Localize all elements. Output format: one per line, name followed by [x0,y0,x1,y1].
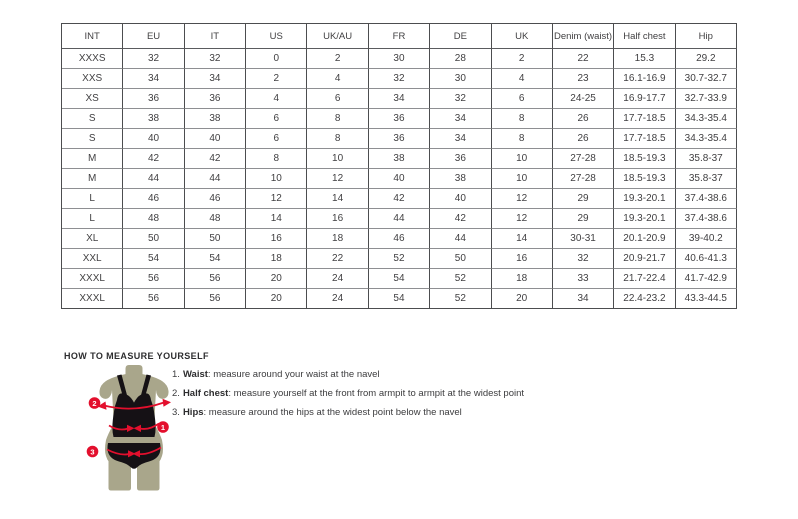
table-cell: 50 [185,229,246,249]
table-cell: 16 [246,229,307,249]
table-cell: 28 [430,49,491,69]
table-cell: 54 [369,289,430,309]
table-row [62,149,737,169]
table-row [62,49,737,69]
table-cell: 8 [246,149,307,169]
column-header: Hip [676,24,737,49]
table-cell: 50 [430,249,491,269]
table-cell: 46 [185,189,246,209]
table-cell: 34 [430,109,491,129]
table-cell: 34.3-35.4 [676,109,737,129]
table-cell: 19.3-20.1 [614,189,675,209]
step-number: 1. [172,369,180,380]
table-cell: 56 [123,289,184,309]
table-cell: 2 [307,49,368,69]
table-cell: 18.5-19.3 [614,169,675,189]
table-cell: 19.3-20.1 [614,209,675,229]
table-cell: 17.7-18.5 [614,109,675,129]
table-cell: XXXL [62,289,123,309]
table-cell: 10 [492,149,553,169]
table-cell: 8 [307,109,368,129]
size-table-header [62,24,737,49]
waist-badge-number: 1 [160,422,166,432]
table-cell: 42 [185,149,246,169]
table-cell: 32 [185,49,246,69]
table-cell: 4 [307,69,368,89]
table-cell: 54 [123,249,184,269]
table-cell: 12 [246,189,307,209]
step-text: : measure yourself at the front from armpit to armpit at the widest point [228,388,525,399]
table-cell: 10 [246,169,307,189]
table-cell: 29.2 [676,49,737,69]
table-cell: 10 [307,149,368,169]
table-cell: 18 [246,249,307,269]
table-row [62,249,737,269]
step-number: 2. [172,388,180,399]
table-cell: 44 [430,229,491,249]
column-header: INT [62,24,123,49]
table-row [62,269,737,289]
table-cell: 20.9-21.7 [614,249,675,269]
table-cell: 54 [185,249,246,269]
table-cell: 30-31 [553,229,614,249]
table-cell: 4 [246,89,307,109]
measure-step-half-chest [172,389,524,399]
table-cell: 32 [430,89,491,109]
table-row [62,89,737,109]
table-cell: 35.8-37 [676,149,737,169]
table-cell: 46 [123,189,184,209]
table-cell: M [62,149,123,169]
step-label: Waist [182,369,208,380]
table-cell: 6 [246,109,307,129]
table-cell: 26 [553,129,614,149]
column-header: Denim (waist) [553,24,614,49]
table-row [62,69,737,89]
table-cell: 34 [553,289,614,309]
table-cell: 42 [369,189,430,209]
table-cell: XXXS [62,49,123,69]
column-header: EU [123,24,184,49]
table-cell: 34 [369,89,430,109]
table-cell: 22 [553,49,614,69]
column-header: FR [369,24,430,49]
table-cell: 16.1-16.9 [614,69,675,89]
table-cell: 15.3 [614,49,675,69]
table-cell: 34 [430,129,491,149]
table-cell: XXXL [62,269,123,289]
table-cell: 20 [492,289,553,309]
table-cell: S [62,109,123,129]
table-cell: 24 [307,289,368,309]
table-row [62,229,737,249]
table-cell: 32 [123,49,184,69]
table-cell: 4 [492,69,553,89]
size-table [61,23,737,309]
table-cell: 56 [185,269,246,289]
table-cell: 14 [246,209,307,229]
table-cell: 34 [123,69,184,89]
table-cell: XXL [62,249,123,269]
measure-section-heading: HOW TO MEASURE YOURSELF [64,351,209,361]
table-cell: L [62,189,123,209]
table-cell: 0 [246,49,307,69]
measurement-figure [84,364,184,494]
table-cell: 22.4-23.2 [614,289,675,309]
table-cell: 20 [246,289,307,309]
table-row [62,189,737,209]
table-row [62,169,737,189]
table-cell: 29 [553,189,614,209]
table-cell: 20.1-20.9 [614,229,675,249]
table-cell: 16.9-17.7 [614,89,675,109]
table-cell: 18.5-19.3 [614,149,675,169]
table-cell: S [62,129,123,149]
table-cell: 8 [492,109,553,129]
table-cell: 43.3-44.5 [676,289,737,309]
table-cell: 32.7-33.9 [676,89,737,109]
column-header: US [246,24,307,49]
table-cell: 54 [369,269,430,289]
table-cell: 6 [307,89,368,109]
table-row [62,109,737,129]
table-cell: 38 [123,109,184,129]
table-cell: 36 [369,129,430,149]
table-cell: 18 [307,229,368,249]
table-cell: XS [62,89,123,109]
table-cell: 12 [492,189,553,209]
table-cell: 44 [123,169,184,189]
table-row [62,209,737,229]
table-cell: L [62,209,123,229]
table-cell: 12 [492,209,553,229]
table-cell: 20 [246,269,307,289]
table-cell: 36 [185,89,246,109]
table-cell: 42 [430,209,491,229]
measure-steps [172,370,524,427]
step-number: 3. [172,407,180,418]
column-header: DE [430,24,491,49]
table-cell: M [62,169,123,189]
step-text: : measure around the hips at the widest point below the navel [203,407,462,418]
measure-step-waist [172,370,524,380]
measure-step-hips [172,408,524,418]
table-cell: 8 [307,129,368,149]
table-cell: 39-40.2 [676,229,737,249]
table-cell: 35.8-37 [676,169,737,189]
hips-badge-number: 3 [90,447,95,457]
table-cell: XL [62,229,123,249]
table-row [62,289,737,309]
table-cell: 32 [553,249,614,269]
table-cell: 34.3-35.4 [676,129,737,149]
table-cell: XXS [62,69,123,89]
step-text: : measure around your waist at the navel [207,369,380,380]
table-cell: 2 [246,69,307,89]
table-cell: 36 [123,89,184,109]
table-cell: 26 [553,109,614,129]
mannequin-illustration [84,364,184,494]
table-cell: 50 [123,229,184,249]
table-row [62,129,737,149]
table-cell: 30 [369,49,430,69]
table-cell: 27-28 [553,169,614,189]
column-header: IT [185,24,246,49]
size-table-section [61,23,737,309]
table-cell: 17.7-18.5 [614,129,675,149]
table-cell: 33 [553,269,614,289]
table-cell: 40 [430,189,491,209]
table-cell: 16 [307,209,368,229]
table-cell: 41.7-42.9 [676,269,737,289]
table-cell: 52 [430,269,491,289]
table-cell: 30 [430,69,491,89]
table-cell: 36 [369,109,430,129]
table-cell: 6 [246,129,307,149]
step-label: Half chest [182,388,229,399]
table-cell: 44 [369,209,430,229]
table-cell: 29 [553,209,614,229]
step-label: Hips [182,407,204,418]
table-cell: 34 [185,69,246,89]
table-cell: 30.7-32.7 [676,69,737,89]
table-cell: 21.7-22.4 [614,269,675,289]
table-cell: 2 [492,49,553,69]
size-table-body [62,49,737,309]
table-cell: 44 [185,169,246,189]
table-cell: 37.4-38.6 [676,209,737,229]
table-cell: 16 [492,249,553,269]
table-cell: 27-28 [553,149,614,169]
table-cell: 48 [185,209,246,229]
table-cell: 6 [492,89,553,109]
table-cell: 8 [492,129,553,149]
column-header: Half chest [614,24,675,49]
column-header: UK/AU [307,24,368,49]
table-cell: 48 [123,209,184,229]
table-cell: 14 [307,189,368,209]
table-cell: 42 [123,149,184,169]
table-cell: 56 [123,269,184,289]
table-cell: 40 [369,169,430,189]
column-header: UK [492,24,553,49]
table-cell: 12 [307,169,368,189]
table-cell: 40.6-41.3 [676,249,737,269]
table-cell: 22 [307,249,368,269]
table-cell: 46 [369,229,430,249]
table-cell: 18 [492,269,553,289]
table-cell: 38 [430,169,491,189]
chest-badge-number: 2 [92,398,97,408]
table-cell: 10 [492,169,553,189]
table-cell: 24 [307,269,368,289]
table-cell: 40 [185,129,246,149]
table-cell: 52 [369,249,430,269]
table-cell: 32 [369,69,430,89]
table-cell: 36 [430,149,491,169]
table-cell: 37.4-38.6 [676,189,737,209]
table-cell: 24-25 [553,89,614,109]
table-cell: 23 [553,69,614,89]
table-cell: 38 [185,109,246,129]
table-cell: 38 [369,149,430,169]
table-header-row [62,24,737,49]
table-cell: 52 [430,289,491,309]
table-cell: 56 [185,289,246,309]
table-cell: 14 [492,229,553,249]
table-cell: 40 [123,129,184,149]
